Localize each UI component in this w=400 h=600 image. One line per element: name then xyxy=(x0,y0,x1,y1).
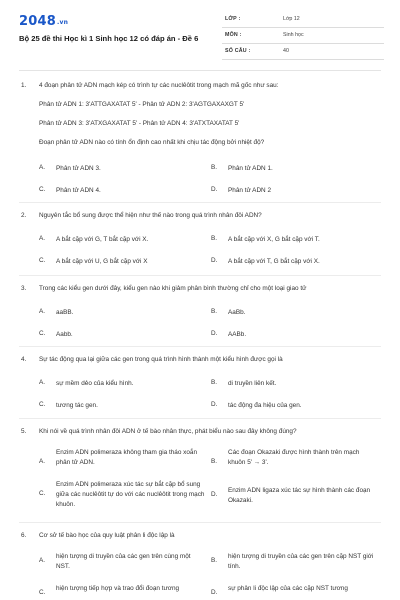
option-letter: C. xyxy=(39,330,46,337)
meta-key: SỐ CÂU : xyxy=(225,48,251,54)
question-number: 1. xyxy=(21,82,27,89)
option-text: A bắt cặp với T, G bắt cặp với X. xyxy=(228,258,320,265)
option-text: A bắt cặp với U, G bắt cặp với X xyxy=(56,258,148,265)
question-line: Đoạn phân tử ADN nào có tính ổn định cao nhất khi chịu tác động bởi nhiệt độ? xyxy=(39,139,265,146)
meta-row-subject xyxy=(222,28,384,44)
question-number: 5. xyxy=(21,428,27,435)
option-text: A bắt cặp với G, T bắt cặp với X. xyxy=(56,236,149,243)
option-letter: B. xyxy=(211,458,218,465)
option-text: Các đoạn Okazaki được hình thành trên mạch khuôn 5' → 3'. xyxy=(228,449,360,466)
option-text: A bắt cặp với X, G bắt cặp với T. xyxy=(228,236,320,243)
option-letter: D. xyxy=(211,401,218,408)
option-letter: A. xyxy=(39,458,46,465)
option-letter: A. xyxy=(39,379,46,386)
option-letter: A. xyxy=(39,235,46,242)
exam-meta-table xyxy=(222,12,384,60)
option-letter: D. xyxy=(211,257,218,264)
option-letter: B. xyxy=(211,308,218,315)
header-divider xyxy=(19,70,381,71)
option-text: Enzim ADN ligaza xúc tác sự hình thành các đoạn Okazaki. xyxy=(228,487,371,504)
option-letter: C. xyxy=(39,589,46,596)
option-text: Enzim ADN polimeraza không tham gia tháo xoắn phân tử ADN. xyxy=(56,449,198,466)
option-letter: C. xyxy=(39,257,46,264)
meta-value: 40 xyxy=(283,48,289,54)
meta-key: MÔN : xyxy=(225,32,242,38)
option-text: Aabb. xyxy=(56,331,73,338)
question-separator xyxy=(19,275,381,276)
option-text: Phân tử ADN 4. xyxy=(56,187,101,194)
option-text: sự phân li độc lập của các cặp NST tương xyxy=(228,585,348,592)
meta-value: Lớp 12 xyxy=(283,16,300,22)
logo-suffix: .vn xyxy=(56,19,69,26)
option-letter: D. xyxy=(211,589,218,596)
question-separator xyxy=(19,202,381,203)
option-text: Phân tử ADN 2 xyxy=(228,187,271,194)
option-letter: B. xyxy=(211,379,218,386)
question-text: Khi nói về quá trình nhân đôi ADN ở tế bào nhân thực, phát biểu nào sau đây không đúng? xyxy=(39,428,297,435)
option-letter: A. xyxy=(39,164,46,171)
question-separator xyxy=(19,346,381,347)
option-text: tác động đa hiệu của gen. xyxy=(228,402,302,409)
option-letter: B. xyxy=(211,235,218,242)
option-text: hiện tượng tiếp hợp và trao đổi đoạn tương xyxy=(56,585,180,592)
exam-title: Bộ 25 đề thi Học kì 1 Sinh học 12 có đáp án - Đề 6 xyxy=(19,34,199,43)
option-letter: B. xyxy=(211,557,218,564)
option-letter: C. xyxy=(39,186,46,193)
option-text: hiện tượng di truyền của các gen trên cặp NST giới tính. xyxy=(228,553,374,570)
option-letter: D. xyxy=(211,491,218,498)
option-letter: A. xyxy=(39,557,46,564)
option-text: hiện tượng di truyền của các gen trên cùng một NST. xyxy=(56,553,191,570)
page-header xyxy=(0,0,400,66)
option-letter: D. xyxy=(211,186,218,193)
meta-key: LỚP : xyxy=(225,16,241,22)
option-text: AABb. xyxy=(228,331,247,338)
question-text: Cơ sở tế bào học của quy luật phân li độc lập là xyxy=(39,532,175,539)
option-letter: C. xyxy=(39,490,46,497)
question-number: 6. xyxy=(21,532,27,539)
logo-text: 2048 xyxy=(19,14,56,29)
option-letter: D. xyxy=(211,330,218,337)
option-letter: A. xyxy=(39,308,46,315)
question-separator xyxy=(19,522,381,523)
option-text: sự mềm dẻo của kiểu hình. xyxy=(56,380,134,387)
option-text: AaBb. xyxy=(228,309,246,316)
question-line: Phân tử ADN 1: 3'ATTGAXATAT 5' - Phân tử ADN 2: 3'AGTGAXAXGT 5' xyxy=(39,101,245,108)
site-logo[interactable] xyxy=(19,14,68,29)
question-text: Trong các kiểu gen dưới đây, kiểu gen nào khi giảm phân bình thường chỉ cho một loại giao tử xyxy=(39,285,307,292)
meta-row-count xyxy=(222,44,384,60)
option-letter: C. xyxy=(39,401,46,408)
option-text: Enzim ADN polimeraza xúc tác sự bắt cặp bổ sung giữa các nuclêôtit tự do với các nuclêôtit trong mạch khuôn. xyxy=(56,481,205,508)
meta-row-class xyxy=(222,12,384,28)
question-separator xyxy=(19,418,381,419)
question-text: Nguyên tắc bổ sung được thể hiện như thế nào trong quá trình nhân đôi ADN? xyxy=(39,212,262,219)
option-letter: B. xyxy=(211,164,218,171)
option-text: di truyền liên kết. xyxy=(228,380,277,387)
option-text: aaBB. xyxy=(56,309,74,316)
meta-value: Sinh học xyxy=(283,32,304,38)
question-number: 2. xyxy=(21,212,27,219)
option-text: Phân tử ADN 1. xyxy=(228,165,273,172)
option-text: tương tác gen. xyxy=(56,402,98,409)
question-number: 3. xyxy=(21,285,27,292)
option-text: Phân tử ADN 3. xyxy=(56,165,101,172)
question-text: Sự tác động qua lại giữa các gen trong quá trình hình thành một kiểu hình được gọi là xyxy=(39,356,283,363)
question-text: 4 đoạn phân tử ADN mạch kép có trình tự các nuclêôtit trong mạch mã gốc như sau: xyxy=(39,82,279,89)
question-line: Phân tử ADN 3: 3'ATXGAXATAT 5' - Phân tử ADN 4: 3'ATXTAXATAT 5' xyxy=(39,120,240,127)
question-number: 4. xyxy=(21,356,27,363)
